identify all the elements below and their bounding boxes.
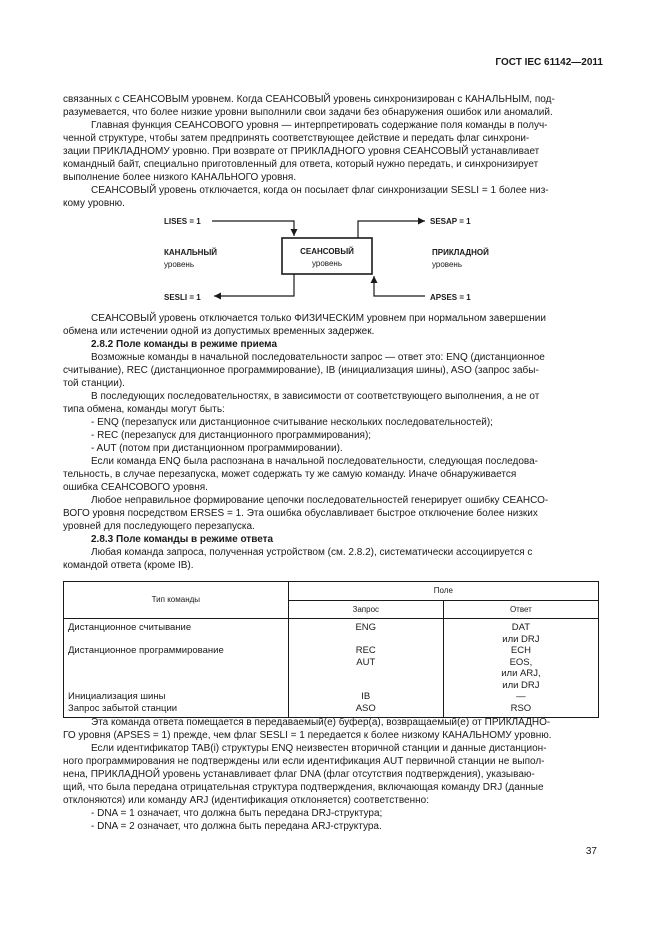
text-line: отклоняются) или команду ARJ (идентификация отклоняется) соответственно: <box>63 795 429 806</box>
cell-request <box>288 680 443 692</box>
left-label-1: КАНАЛЬНЫЙ <box>164 248 218 257</box>
text-line: уровней для последующего перезапуска. <box>63 521 255 532</box>
text-line: ченной структуре, чтобы затем предпринять соответствующее действие и передать флаг синхрони- <box>63 133 530 144</box>
text-line: той станции). <box>63 378 125 389</box>
text-line: обмена или истечении одной из допустимых временных задержек. <box>63 326 375 337</box>
text-line: считывание), REC (дистанционное программирование), IB (инициализация шины), ASO (запрос забы- <box>63 365 539 376</box>
text-line: щий, что была передана отрицательная структура подтверждения, включающая команду DRJ (данные <box>63 782 544 793</box>
text-line: Главная функция СЕАНСОВОГО уровня — интерпретировать содержание поля команды в получ- <box>91 120 548 131</box>
table-row <box>64 634 599 646</box>
cell-response: EOS, <box>443 657 598 669</box>
text-line: СЕАНСОВЫЙ уровень отключается, когда он посылает флаг синхронизации SESLI = 1 более низ- <box>91 185 549 196</box>
cell-response: ECH <box>443 645 598 657</box>
center-label-2: уровень <box>311 259 343 268</box>
list-item: - ENQ (перезапуск или дистанционное считывание нескольких последовательностей); <box>91 417 493 428</box>
cell-response: — <box>443 691 598 703</box>
session-layer-diagram <box>160 210 500 310</box>
cell-type <box>64 680 289 692</box>
list-item: - REC (перезапуск для дистанционного программирования); <box>91 430 372 441</box>
cell-request: REC <box>288 645 443 657</box>
center-label-1: СЕАНСОВЫЙ <box>300 247 354 256</box>
right-label-1: ПРИКЛАДНОЙ <box>432 248 489 257</box>
text-line: кому уровню. <box>63 198 125 209</box>
cell-response: или ARJ, <box>443 668 598 680</box>
section-heading-2-8-3: 2.8.3 Поле команды в режиме ответа <box>91 534 274 545</box>
text-line: ВОГО уровня посредством ERSES = 1. Эта ошибка обуславливает быстрое отключение более низких <box>63 508 538 519</box>
text-line: СЕАНСОВЫЙ уровень отключается только ФИЗИЧЕСКИМ уровнем при нормальном завершении <box>91 313 546 324</box>
text-line: Возможные команды в начальной последовательности запрос — ответ это: ENQ (дистанционное <box>91 352 545 363</box>
left-label-2: уровень <box>164 260 195 269</box>
session-layer-box <box>282 238 372 274</box>
text-line: зации ПРИКЛАДНОМУ уровню. При возврате от ПРИКЛАДНОГО уровня СЕАНСОВЫЙ устанавливает <box>63 146 540 157</box>
text-line: Если команда ENQ была распознана в начальной последовательности, следующая последова- <box>91 456 538 467</box>
command-table <box>63 581 599 718</box>
cell-type <box>64 657 289 669</box>
list-item: - DNA = 2 означает, что должна быть передана ARJ-структура. <box>91 821 382 832</box>
text-line: ГО уровня (APSES = 1) прежде, чем флаг SESLI = 1 передается к более низкому КАНАЛЬНОМУ уровню. <box>63 730 552 741</box>
text-line: Любая команда запроса, полученная устройством (см. 2.8.2), систематически ассоциируется с <box>91 547 533 558</box>
list-item: - AUT (потом при дистанционном программировании). <box>91 443 343 454</box>
col-command-type: Тип команды <box>64 582 289 619</box>
col-response: Ответ <box>443 600 598 619</box>
text-line: выполнение более низкого КАНАЛЬНОГО уровня. <box>63 172 297 183</box>
cell-type <box>64 668 289 680</box>
right-label-2: уровень <box>432 260 463 269</box>
col-request: Запрос <box>288 600 443 619</box>
text-line: Любое неправильное формирование цепочки последовательностей генерирует ошибку СЕАНСО- <box>91 495 549 506</box>
text-line: ного программирования не подтверждены или если идентификация AUT первичной станции не выпол- <box>63 756 545 767</box>
table-row <box>64 680 599 692</box>
page-number: 37 <box>585 846 597 857</box>
cell-type: Дистанционное программирование <box>68 645 224 656</box>
sesap-label: SESAP = 1 <box>430 217 471 226</box>
cell-response: или DRJ <box>443 680 598 692</box>
table-row <box>64 645 599 657</box>
apses-arrow <box>374 276 425 296</box>
text-line: Если идентификатор TAB(i) структуры ENQ неизвестен вторичной станции и данные дистанцион- <box>91 743 547 754</box>
cell-request: IB <box>288 691 443 703</box>
sesli-label: SESLI = 1 <box>164 293 201 302</box>
text-line: связанных с СЕАНСОВЫМ уровнем. Когда СЕАНСОВЫЙ уровень синхронизирован с КАНАЛЬНЫМ, под- <box>63 94 555 105</box>
cell-response: или DRJ <box>443 634 598 646</box>
cell-request <box>288 668 443 680</box>
text-line: разумевается, что более низкие уровни выполнили свои задачи без обнаружения ошибок или аномалий. <box>63 107 553 118</box>
text-line: нена, ПРИКЛАДНОЙ уровень устанавливает флаг DNA (флаг отсутствия подтверждения), указываю- <box>63 769 535 780</box>
cell-request: ASO <box>288 703 443 718</box>
lises-arrow <box>212 221 294 236</box>
text-line: ошибка СЕАНСОВОГО уровня. <box>63 482 208 493</box>
cell-request: ENG <box>288 619 443 634</box>
disconnect-text <box>63 312 599 572</box>
lises-label: LISES = 1 <box>164 217 201 226</box>
text-line: командный байт, специально приготовленный для ответа, который нужно передать, и синхронизирует <box>63 159 539 170</box>
cell-type: Дистанционное считывание <box>68 622 192 633</box>
cell-type <box>64 634 289 646</box>
table-row <box>64 668 599 680</box>
sesli-arrow <box>214 274 294 296</box>
cell-response: DAT <box>443 619 598 634</box>
intro-text <box>63 93 599 210</box>
section-heading-2-8-2: 2.8.2 Поле команды в режиме приема <box>91 339 278 350</box>
text-line: Эта команда ответа помещается в передаваемый(е) буфер(а), возвращаемый(е) от ПРИКЛАДНО- <box>91 717 551 728</box>
table-row <box>64 657 599 669</box>
response-text <box>63 716 599 833</box>
text-line: командой ответа (кроме IB). <box>63 560 194 571</box>
sesap-arrow <box>358 221 425 238</box>
text-line: тельность, в случае перезапуска, может содержать ту же самую команду. Иначе обнаруживается <box>63 469 517 480</box>
table-row <box>64 619 599 634</box>
table-row <box>64 691 599 703</box>
col-field: Поле <box>288 582 598 601</box>
text-line: В последующих последовательностях, в зависимости от соответствующего выполнения, а не от <box>91 391 540 402</box>
standard-header: ГОСТ IEC 61142—2011 <box>495 57 603 68</box>
cell-type: Запрос забытой станции <box>68 702 178 714</box>
cell-request <box>288 634 443 646</box>
cell-request: AUT <box>288 657 443 669</box>
cell-type: Инициализация шины <box>68 691 166 702</box>
apses-label: APSES = 1 <box>430 293 471 302</box>
text-line: типа обмена, команды могут быть: <box>63 404 225 415</box>
cell-response: RSO <box>443 703 598 718</box>
list-item: - DNA = 1 означает, что должна быть передана DRJ-структура; <box>91 808 383 819</box>
